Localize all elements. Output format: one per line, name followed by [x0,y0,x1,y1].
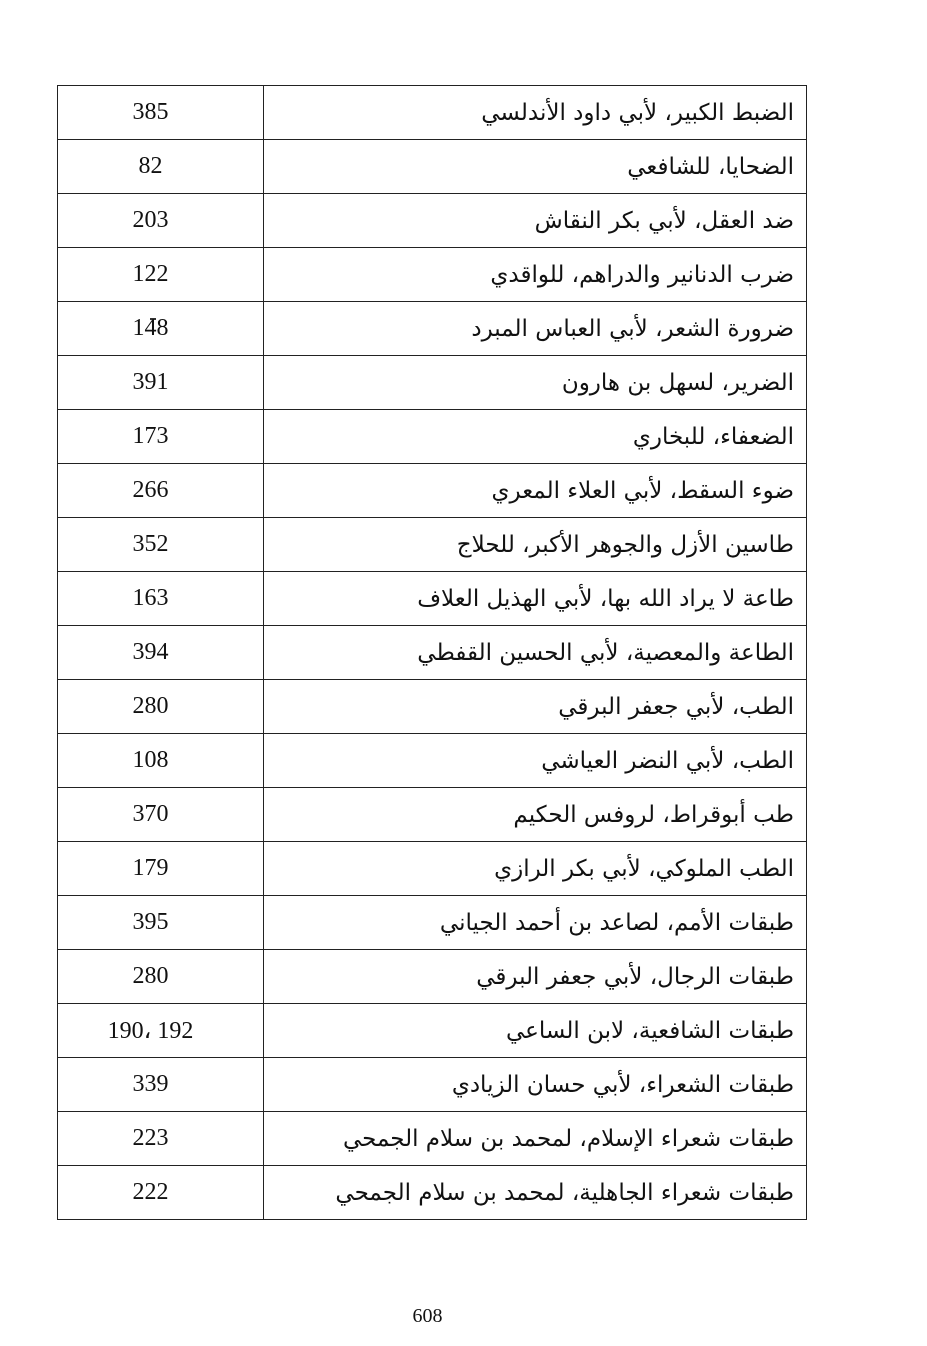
table-row [58,248,807,302]
page-reference-cell: 370 [58,788,264,842]
table-row [58,950,807,1004]
page-reference-cell: 391 [58,356,264,410]
book-title-cell: طبقات الرجال، لأبي جعفر البرقي [264,950,807,1004]
book-title-cell: طبقات شعراء الإسلام، لمحمد بن سلام الجمحي [264,1112,807,1166]
page-reference-cell: 82 [58,140,264,194]
table-row [58,788,807,842]
book-title-cell: ضرب الدنانير والدراهم، للواقدي [264,248,807,302]
book-title-cell: الطب الملوكي، لأبي بكر الرازي [264,842,807,896]
table-row [58,896,807,950]
table-row [58,1004,807,1058]
page-reference-cell: 203 [58,194,264,248]
table-row [58,842,807,896]
table-row [58,1112,807,1166]
page-reference-cell: 280 [58,680,264,734]
table-row [58,356,807,410]
book-title-cell: ضوء السقط، لأبي العلاء المعري [264,464,807,518]
page-reference-cell: 163 [58,572,264,626]
page-reference-cell: 108 [58,734,264,788]
table-row [58,302,807,356]
book-title-cell: طبقات الشعراء، لأبي حسان الزيادي [264,1058,807,1112]
table-row [58,680,807,734]
table-row [58,464,807,518]
table-row [58,194,807,248]
table-row [58,734,807,788]
table-row [58,626,807,680]
book-title-cell: طب أبوقراط، لروفس الحكيم [264,788,807,842]
page-reference-cell: 173 [58,410,264,464]
page-reference-cell: 385 [58,86,264,140]
book-title-cell: الطب، لأبي جعفر البرقي [264,680,807,734]
book-title-cell: الطب، لأبي النضر العياشي [264,734,807,788]
table-row [58,410,807,464]
book-title-cell: طاسين الأزل والجوهر الأكبر، للحلاج [264,518,807,572]
book-title-cell: ضد العقل، لأبي بكر النقاش [264,194,807,248]
book-title-cell: الطاعة والمعصية، لأبي الحسين القفطي [264,626,807,680]
book-title-cell: طبقات الشافعية، لابن الساعي [264,1004,807,1058]
table-row [58,1166,807,1220]
book-title-cell: الضحايا، للشافعي [264,140,807,194]
page-reference-cell: 266 [58,464,264,518]
page-number: 608 [412,1305,443,1327]
book-title-cell: الضرير، لسهل بن هارون [264,356,807,410]
book-title-cell: طاعة لا يراد الله بها، لأبي الهذيل العلاف [264,572,807,626]
page-reference-cell: 148 [58,302,264,356]
page-reference-cell: 179 [58,842,264,896]
table-row [58,572,807,626]
index-table [57,85,807,1220]
book-title-cell: ضرورة الشعر، لأبي العباس المبرد [264,302,807,356]
page-reference-cell: 223 [58,1112,264,1166]
page-reference-cell: 394 [58,626,264,680]
table-row [58,1058,807,1112]
page-reference-cell: 395 [58,896,264,950]
page-reference-cell: 222 [58,1166,264,1220]
index-table-body [58,86,807,1220]
page-reference-cell: 122 [58,248,264,302]
table-row [58,518,807,572]
page-reference-cell: 280 [58,950,264,1004]
book-title-cell: طبقات شعراء الجاهلية، لمحمد بن سلام الجمحي [264,1166,807,1220]
page-reference-cell: 339 [58,1058,264,1112]
table-row [58,140,807,194]
table-row [58,86,807,140]
book-title-cell: الضبط الكبير، لأبي داود الأندلسي [264,86,807,140]
book-title-cell: طبقات الأمم، لصاعد بن أحمد الجياني [264,896,807,950]
page-reference-cell: 352 [58,518,264,572]
page-reference-cell: 190، 192 [58,1004,264,1058]
book-title-cell: الضعفاء، للبخاري [264,410,807,464]
